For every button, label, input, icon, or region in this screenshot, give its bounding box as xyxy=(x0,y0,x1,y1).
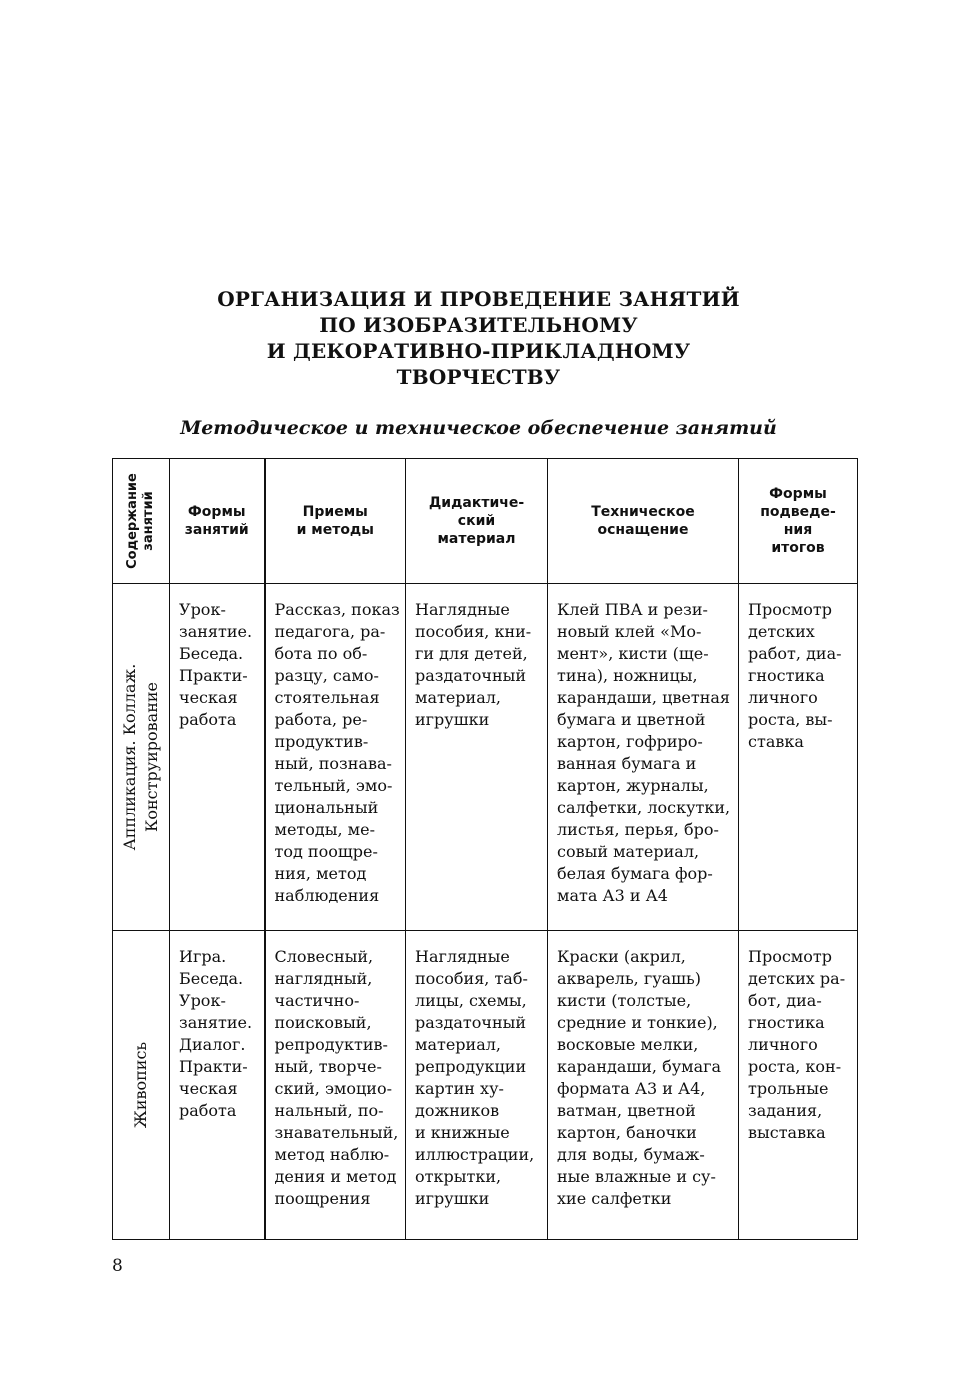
row-didactic-text: Наглядные пособия, таб- лицы, схемы, раздаточный материал, репродукции картин ху- дожников и книжные иллюстрации, открытки, игрушки xyxy=(415,947,535,1208)
row-forms-cell xyxy=(170,931,265,1240)
row-methods-cell xyxy=(265,584,406,931)
row-didactic-cell xyxy=(406,931,548,1240)
row-forms-cell xyxy=(170,584,265,931)
row-results-cell xyxy=(739,931,858,1240)
row-technical-cell xyxy=(548,931,739,1240)
title-line-4: ТВОРЧЕСТВУ xyxy=(396,365,561,389)
row-results-cell xyxy=(739,584,858,931)
row-content-label: Живопись xyxy=(131,1041,150,1129)
page-number: 8 xyxy=(112,1256,123,1276)
page-title xyxy=(0,286,957,390)
row-content-label: Аппликация. Коллаж. Конструирование xyxy=(120,663,161,851)
header-results-label: Формы подведе- ния итогов xyxy=(760,486,836,556)
header-didactic-label: Дидактиче- ский материал xyxy=(428,495,525,547)
row-content-cell xyxy=(113,584,170,931)
row-didactic-text: Наглядные пособия, кни- ги для детей, раздаточный материал, игрушки xyxy=(415,600,532,729)
title-line-3: И ДЕКОРАТИВНО-ПРИКЛАДНОМУ xyxy=(266,339,691,363)
row-didactic-cell xyxy=(406,584,548,931)
row-methods-text: Рассказ, показ педагога, ра- бота по об- разцу, само- стоятельная работа, ре- продуктив- ный, познава- тельный, эмо- циональный методы, ме- тод поощре- ния, метод наблюдения xyxy=(274,600,400,905)
header-forms-label: Формы занятий xyxy=(184,504,249,538)
header-content-label: Содержание занятий xyxy=(125,473,156,569)
table-header-row xyxy=(113,459,858,584)
table-row xyxy=(113,584,858,931)
row-results-text: Просмотр детских работ, диа- гностика личного роста, вы- ставка xyxy=(748,600,842,751)
title-line-2: ПО ИЗОБРАЗИТЕЛЬНОМУ xyxy=(319,313,638,337)
header-results xyxy=(739,459,858,584)
header-forms xyxy=(170,459,265,584)
header-technical xyxy=(548,459,739,584)
row-technical-text: Краски (акрил, акварель, гуашь) кисти (толстые, средние и тонкие), восковые мелки, карандаши, бумага формата А3 и А4, ватман, цветной картон, баночки для воды, бумаж- ные влажные и су- хие салфетки xyxy=(557,947,722,1208)
header-methods-label: Приемы и методы xyxy=(296,504,374,538)
row-forms-text: Игра. Беседа. Урок- занятие. Диалог. Практи- ческая работа xyxy=(179,947,253,1120)
header-content xyxy=(113,459,170,584)
row-methods-text: Словесный, наглядный, частично- поисковый, репродуктив- ный, творче- ский, эмоцио- нальный, по- знавательный, метод наблю- дения и метод поощрения xyxy=(274,947,399,1208)
row-content-cell xyxy=(113,931,170,1240)
row-technical-text: Клей ПВА и рези- новый клей «Мо- мент», кисти (ще- тина), ножницы, карандаши, цветная бумага и цветной картон, гофриро- ванная бумага и картон, журналы, салфетки, лоскутки, листья, перья, бро- совый материал, белая бумага фор- мата А3 и А4 xyxy=(557,600,731,905)
header-methods xyxy=(265,459,406,584)
header-technical-label: Техническое оснащение xyxy=(591,504,695,538)
methods-table xyxy=(112,458,858,1240)
title-line-1: ОРГАНИЗАЦИЯ И ПРОВЕДЕНИЕ ЗАНЯТИЙ xyxy=(217,287,740,311)
section-subtitle: Методическое и техническое обеспечение занятий xyxy=(180,417,777,439)
row-results-text: Просмотр детских ра- бот, диа- гностика личного роста, кон- трольные задания, выставка xyxy=(748,947,846,1142)
row-forms-text: Урок- занятие. Беседа. Практи- ческая работа xyxy=(179,600,253,729)
row-technical-cell xyxy=(548,584,739,931)
header-didactic xyxy=(406,459,548,584)
row-methods-cell xyxy=(265,931,406,1240)
table-row xyxy=(113,931,858,1240)
